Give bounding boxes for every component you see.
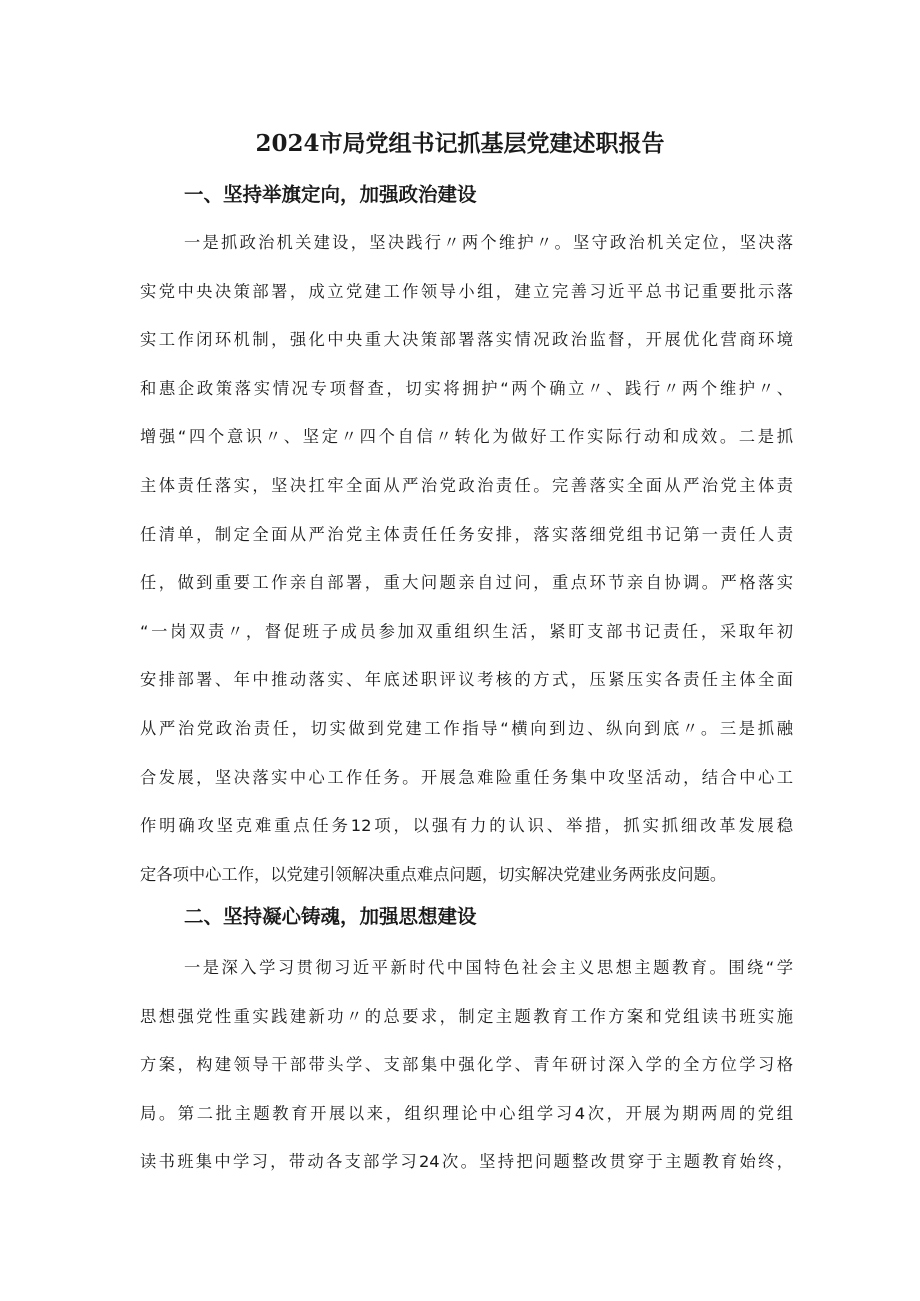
section-1-heading: 一、坚持举旗定向，加强政治建设	[184, 183, 477, 206]
section-2-heading: 二、坚持凝心铸魂，加强思想建设	[184, 905, 477, 928]
paragraph-line: 方案，构建领导干部带头学、支部集中强化学、青年研讨深入学的全方位学习格	[140, 1055, 793, 1075]
paragraph-line: “一岗双责〃，督促班子成员参加双重组织生活，紧盯支部书记责任，采取年初	[140, 621, 793, 641]
paragraph-line: 从严治党政治责任，切实做到党建工作指导“横向到边、纵向到底〃。三是抓融	[140, 718, 793, 738]
paragraph-line: 安排部署、年中推动落实、年底述职评议考核的方式，压紧压实各责任主体全面	[140, 670, 793, 690]
paragraph-line: 一是抓政治机关建设，坚决践行〃两个维护〃。坚守政治机关定位，坚决落	[184, 233, 793, 252]
paragraph-line: 作明确攻坚克难重点任务12项，以强有力的认识、举措，抓实抓细改革发展稳	[140, 816, 793, 836]
paragraph-line: 增强“四个意识〃、坚定〃四个自信〃转化为做好工作实际行动和成效。二是抓	[140, 427, 793, 447]
section-1-paragraph	[140, 219, 793, 899]
paragraph-line: 思想强党性重实践建新功〃的总要求，制定主题教育工作方案和党组读书班实施	[140, 1006, 793, 1026]
document-title: 2024市局党组书记抓基层党建述职报告	[255, 130, 665, 157]
section-2-paragraph	[140, 944, 793, 1187]
paragraph-line: 定各项中心工作，以党建引领解决重点难点问题，切实解决党建业务两张皮问题。	[140, 864, 727, 884]
paragraph-line: 任清单，制定全面从严治党主体责任任务安排，落实落细党组书记第一责任人责	[140, 524, 793, 544]
paragraph-line: 实工作闭环机制，强化中央重大决策部署落实情况政治监督，开展优化营商环境	[140, 330, 793, 350]
paragraph-line: 合发展，坚决落实中心工作任务。开展急难险重任务集中攻坚活动，结合中心工	[140, 767, 793, 787]
paragraph-line: 读书班集中学习，带动各支部学习24次。坚持把问题整改贯穿于主题教育始终，	[140, 1152, 793, 1172]
paragraph-line: 和惠企政策落实情况专项督查，切实将拥护“两个确立〃、践行〃两个维护〃、	[140, 378, 793, 398]
paragraph-line: 主体责任落实，坚决扛牢全面从严治党政治责任。完善落实全面从严治党主体责	[140, 475, 793, 495]
paragraph-line: 任，做到重要工作亲自部署，重大问题亲自过问，重点环节亲自协调。严格落实	[140, 573, 793, 593]
paragraph-line: 一是深入学习贯彻习近平新时代中国特色社会主义思想主题教育。围绕“学	[184, 958, 793, 977]
paragraph-line: 局。第二批主题教育开展以来，组织理论中心组学习4次，开展为期两周的党组	[140, 1103, 793, 1123]
paragraph-line: 实党中央决策部署，成立党建工作领导小组，建立完善习近平总书记重要批示落	[140, 281, 793, 301]
